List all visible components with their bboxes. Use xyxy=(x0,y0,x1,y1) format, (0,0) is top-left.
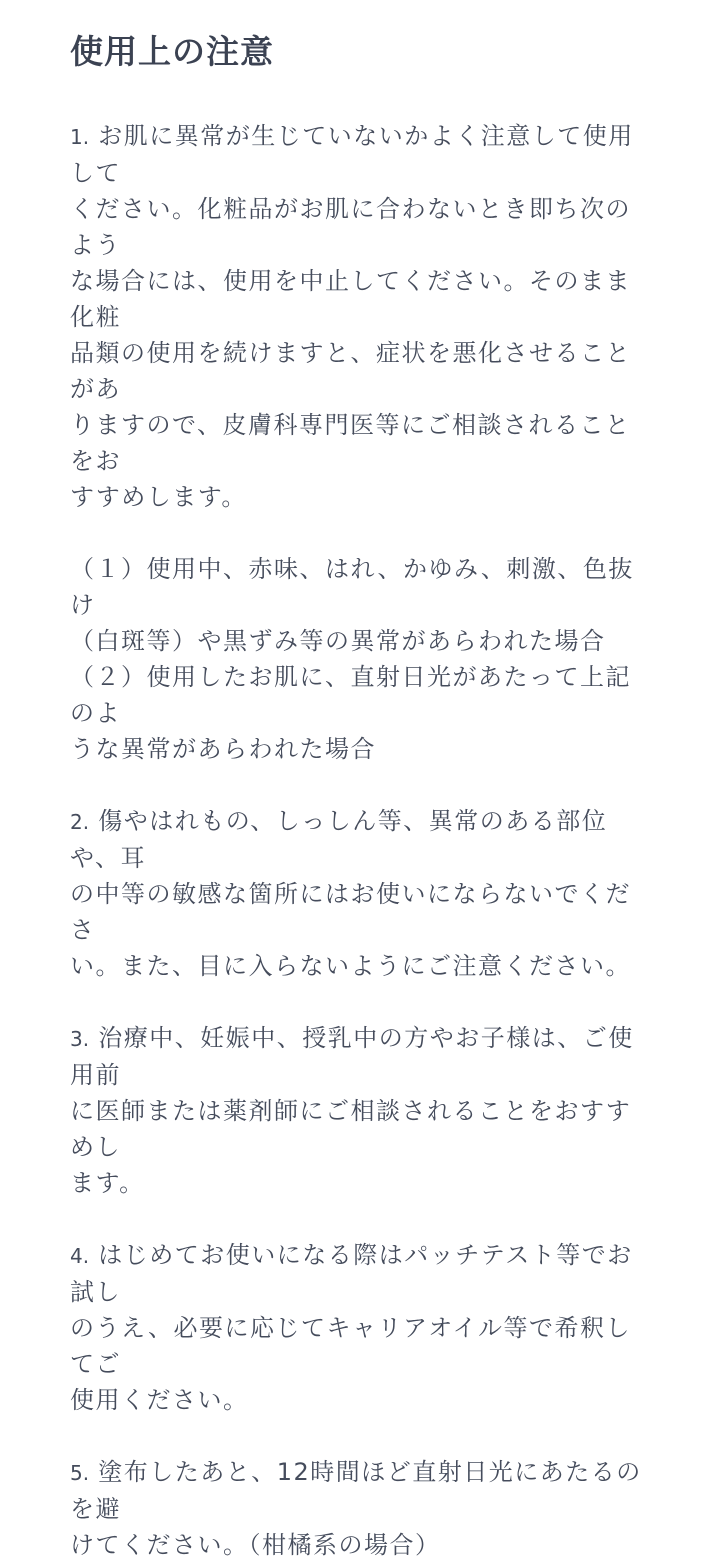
item-text: 治療中、妊娠中、授乳中の方やお子様は、ご使用前 に医師または薬剤師にご相談されることをおすすめし ます。 xyxy=(70,1024,634,1197)
spacer xyxy=(70,1201,649,1237)
spacer xyxy=(70,984,649,1020)
precautions-list xyxy=(70,118,649,1563)
item-text: お肌に異常が生じていないかよく注意して使用して ください。化粧品がお肌に合わないとき即ち次のよう な場合には、使用を中止してください。そのまま化粧 品類の使用を続けますと、症状を悪化させることがあ りますので、皮膚科専門医等にご相談されることをお すすめします。 xyxy=(70,122,634,511)
item-number: 1. xyxy=(70,125,90,149)
spacer xyxy=(70,1418,649,1454)
item-number: 5. xyxy=(70,1461,90,1485)
precaution-item-4 xyxy=(70,1237,649,1418)
item-text: 傷やはれもの、しっしん等、異常のある部位や、耳 の中等の敏感な箇所にはお使いにならないでくださ い。また、目に入らないようにご注意ください。 xyxy=(70,807,631,980)
spacer xyxy=(70,767,649,803)
precaution-item-3 xyxy=(70,1020,649,1201)
spacer xyxy=(70,515,649,551)
item-number: 2. xyxy=(70,810,90,834)
item-number: 3. xyxy=(70,1027,90,1051)
item-text: 塗布したあと、12時間ほど直射日光にあたるのを避 けてください。（柑橘系の場合） xyxy=(70,1458,642,1559)
page-title: 使用上の注意 xyxy=(70,32,274,71)
item-number: 4. xyxy=(70,1244,90,1268)
item-text: はじめてお使いになる際はパッチテスト等でお試し のうえ、必要に応じてキャリアオイル等で希釈してご 使用ください。 xyxy=(70,1241,633,1414)
precaution-item-5 xyxy=(70,1454,649,1563)
precaution-item-1 xyxy=(70,118,649,515)
precaution-subitems xyxy=(70,551,649,767)
subitems-text: （１）使用中、赤味、はれ、かゆみ、刺激、色抜け （白斑等）や黒ずみ等の異常があらわれた場合 （２）使用したお肌に、直射日光があたって上記のよ うな異常があらわれた場合 xyxy=(70,555,634,763)
precaution-item-2 xyxy=(70,803,649,984)
